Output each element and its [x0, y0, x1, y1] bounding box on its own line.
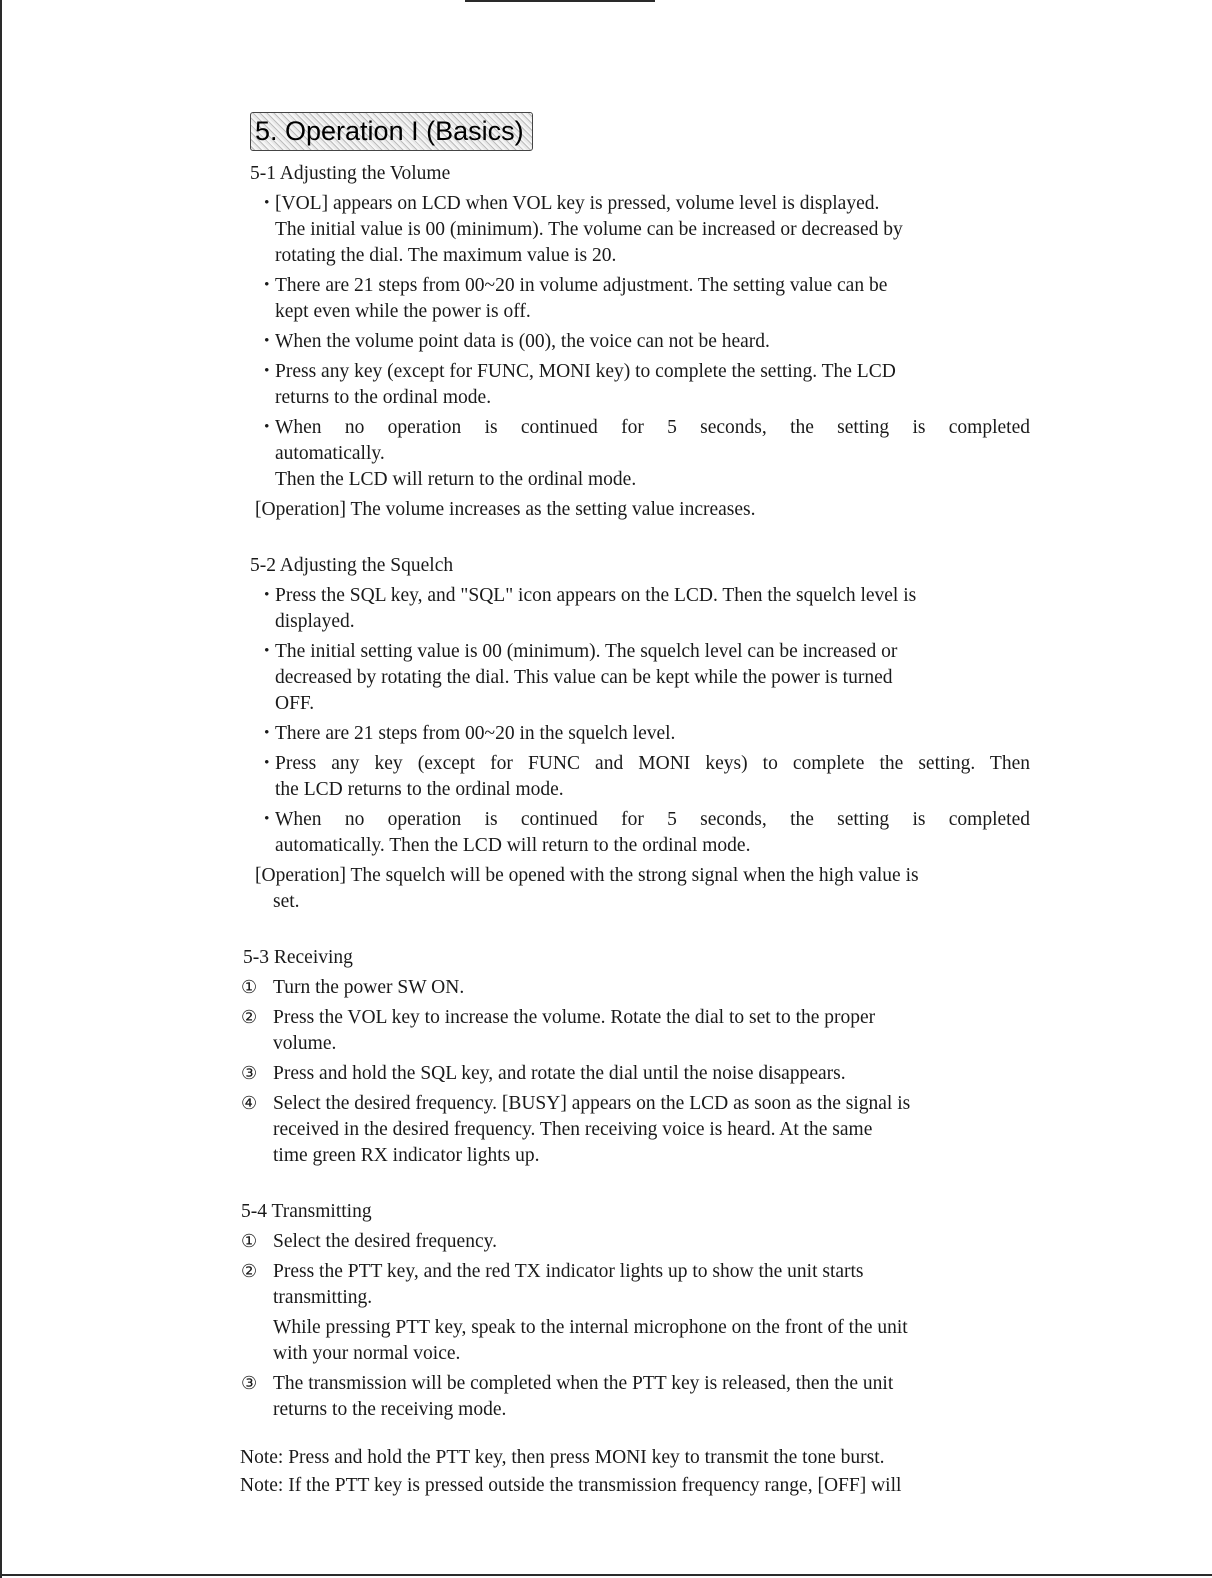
step-text: returns to the receiving mode.: [273, 1399, 507, 1420]
bullet-text: There are 21 steps from 00~20 in the squelch level.: [275, 723, 676, 744]
list-item: [241, 1061, 1030, 1087]
list-item: [257, 415, 1030, 493]
step-text: time green RX indicator lights up.: [273, 1145, 540, 1166]
step-number: ①: [241, 977, 258, 998]
step-text: Select the desired frequency.: [273, 1231, 497, 1252]
section-heading: 5-2 Adjusting the Squelch: [250, 555, 454, 576]
operation-note-text: [Operation] The squelch will be opened with the strong signal when the high value is: [255, 865, 919, 886]
note-line: Note: Press and hold the PTT key, then press MONI key to transmit the tone burst.: [240, 1447, 885, 1468]
bullet-dot: ・: [257, 641, 277, 662]
bullet-text: returns to the ordinal mode.: [275, 387, 492, 408]
section-heading: 5-3 Receiving: [243, 947, 353, 968]
bullet-text: Then the LCD will return to the ordinal mode.: [275, 469, 637, 490]
bullet-dot: ・: [257, 193, 277, 214]
bullet-dot: ・: [257, 361, 277, 382]
bullet-text: The initial value is 00 (minimum). The volume can be increased or decreased by: [275, 219, 903, 240]
bullet-dot: ・: [257, 753, 277, 774]
operation-note: [255, 863, 1030, 915]
document-body: [240, 112, 1030, 1499]
bullet-text: decreased by rotating the dial. This value can be kept while the power is turned: [275, 667, 893, 688]
bullet-text: The initial setting value is 00 (minimum). The squelch level can be increased or: [275, 641, 898, 662]
list-item: [257, 807, 1030, 859]
step-text: Turn the power SW ON.: [273, 977, 465, 998]
step-text: with your normal voice.: [273, 1343, 461, 1364]
bullet-text: There are 21 steps from 00~20 in volume adjustment. The setting value can be: [275, 275, 888, 296]
operation-note: [Operation] The volume increases as the setting value increases.: [255, 499, 756, 520]
step-text: Press the PTT key, and the red TX indicator lights up to show the unit starts: [273, 1261, 864, 1282]
bullet-text: the LCD returns to the ordinal mode.: [275, 779, 564, 800]
bullet-dot: ・: [257, 331, 277, 352]
step-text: Select the desired frequency. [BUSY] appears on the LCD as soon as the signal is: [273, 1093, 911, 1114]
section-heading: 5-1 Adjusting the Volume: [250, 163, 451, 184]
bullet-text: automatically. Then the LCD will return to the ordinal mode.: [275, 835, 751, 856]
bullet-text: When no operation is continued for 5 seconds, the setting is completed: [275, 417, 1030, 438]
bullet-text: When no operation is continued for 5 seconds, the setting is completed: [275, 809, 1030, 830]
bullet-text: rotating the dial. The maximum value is 20.: [275, 245, 617, 266]
bullet-text: Press any key (except for FUNC and MONI keys) to complete the setting. Then: [275, 753, 1030, 774]
bullet-dot: ・: [257, 723, 277, 744]
list-item: [257, 751, 1030, 803]
list-item: [241, 1005, 1030, 1057]
list-item: [257, 721, 1030, 747]
step-number: ③: [241, 1373, 258, 1394]
bullet-dot: ・: [257, 809, 277, 830]
step-number: ①: [241, 1231, 258, 1252]
section-volume: [240, 161, 1030, 523]
bullet-text: [VOL] appears on LCD when VOL key is pressed, volume level is displayed.: [275, 193, 880, 214]
section-squelch: [240, 553, 1030, 915]
step-text: While pressing PTT key, speak to the internal microphone on the front of the unit: [273, 1317, 908, 1338]
bullet-text: automatically.: [275, 443, 385, 464]
step-number: ②: [241, 1007, 258, 1028]
step-text: volume.: [273, 1033, 337, 1054]
bullet-text: kept even while the power is off.: [275, 301, 531, 322]
step-number: ③: [241, 1063, 258, 1084]
list-item: [257, 191, 1030, 269]
step-number: ④: [241, 1093, 258, 1114]
list-item: [241, 1091, 1030, 1169]
list-item: [241, 1371, 1030, 1423]
bullet-text: Press the SQL key, and "SQL" icon appears on the LCD. Then the squelch level is: [275, 585, 917, 606]
step-text: Press and hold the SQL key, and rotate the dial until the noise disappears.: [273, 1063, 846, 1084]
chapter-title: [240, 112, 1030, 151]
bullet-text: When the volume point data is (00), the voice can not be heard.: [275, 331, 770, 352]
list-item: [241, 975, 1030, 1001]
chapter-title-text: 5. Operation I (Basics): [250, 112, 533, 151]
step-text: received in the desired frequency. Then receiving voice is heard. At the same: [273, 1119, 873, 1140]
list-item: [257, 329, 1030, 355]
step-text: transmitting.: [273, 1287, 373, 1308]
bullet-text: Press any key (except for FUNC, MONI key) to complete the setting. The LCD: [275, 361, 896, 382]
section-heading: 5-4 Transmitting: [241, 1201, 372, 1222]
section-transmitting: [240, 1199, 1030, 1423]
section-receiving: [240, 945, 1030, 1169]
note-line: Note: If the PTT key is pressed outside the transmission frequency range, [OFF] will: [240, 1475, 902, 1496]
page-left-edge: [0, 0, 2, 1578]
operation-note-text: set.: [273, 891, 300, 912]
page-bottom-edge: [0, 1574, 1212, 1576]
bullet-text: OFF.: [275, 693, 315, 714]
list-item: [257, 583, 1030, 635]
bullet-dot: ・: [257, 275, 277, 296]
list-item: [257, 359, 1030, 411]
page-top-mark: [465, 0, 655, 2]
step-text: Press the VOL key to increase the volume. Rotate the dial to set to the proper: [273, 1007, 876, 1028]
list-item: [241, 1259, 1030, 1367]
list-item: [257, 639, 1030, 717]
bullet-dot: ・: [257, 585, 277, 606]
step-number: ②: [241, 1261, 258, 1282]
bullet-text: displayed.: [275, 611, 355, 632]
list-item: [241, 1229, 1030, 1255]
bullet-dot: ・: [257, 417, 277, 438]
list-item: [257, 273, 1030, 325]
step-text: The transmission will be completed when the PTT key is released, then the unit: [273, 1373, 894, 1394]
notes-block: [240, 1445, 1030, 1499]
